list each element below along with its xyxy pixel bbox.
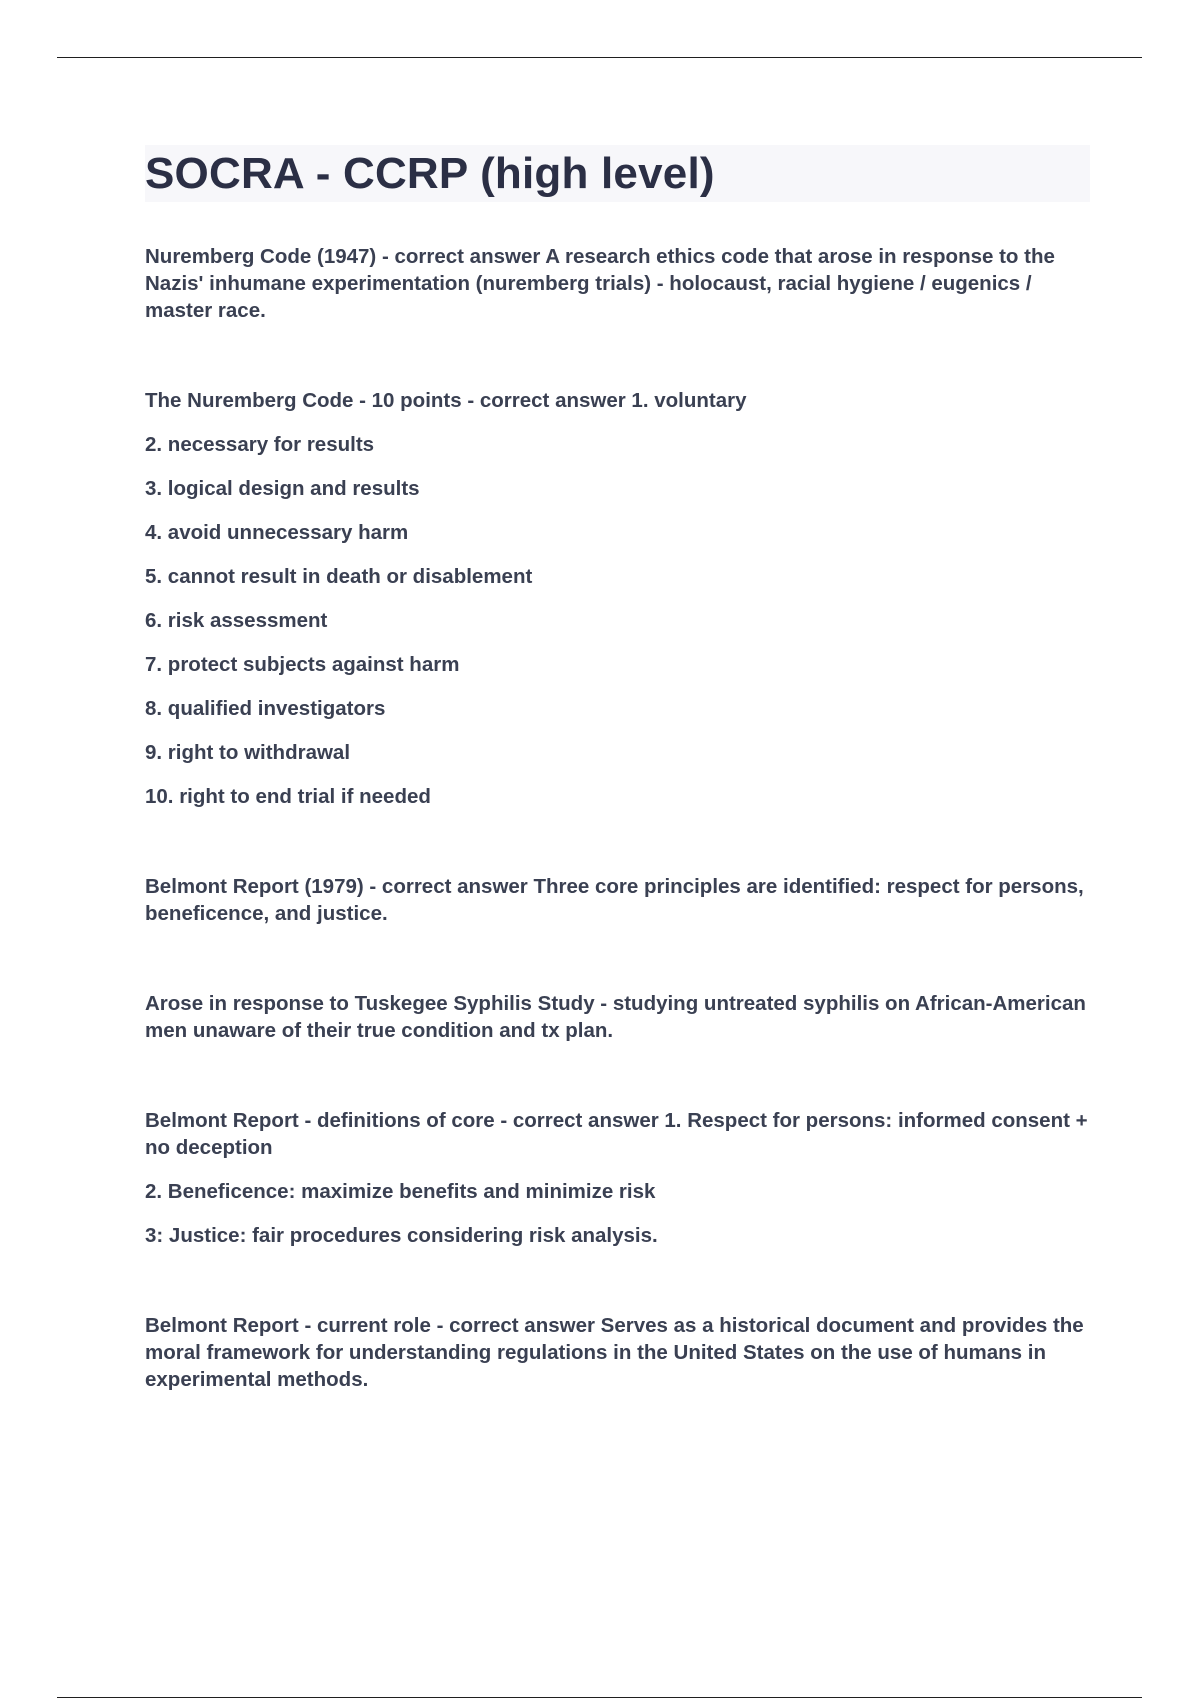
list-item: 5. cannot result in death or disablement xyxy=(145,565,533,588)
flashcard-nuremberg-code xyxy=(145,243,1090,324)
list-item: 2. Beneficence: maximize benefits and minimize risk xyxy=(145,1180,656,1203)
list-item: 3. logical design and results xyxy=(145,477,420,500)
list-item: 4. avoid unnecessary harm xyxy=(145,521,409,544)
list-item: 10. right to end trial if needed xyxy=(145,785,431,808)
flashcard-belmont-current-role xyxy=(145,1312,1090,1393)
flashcard-nuremberg-ten-points xyxy=(145,387,1090,810)
list-item: 9. right to withdrawal xyxy=(145,741,351,764)
top-divider xyxy=(57,57,1142,58)
title-banner xyxy=(145,145,1090,202)
list-item: 6. risk assessment xyxy=(145,609,328,632)
document-body xyxy=(145,145,1090,1393)
card-text: Belmont Report - definitions of core - correct answer 1. Respect for persons: informed consent + no deception xyxy=(145,1109,1088,1159)
card-text: Belmont Report (1979) - correct answer Three core principles are identified: respect for persons, beneficence, and justice. xyxy=(145,875,1084,925)
bottom-divider xyxy=(57,1697,1142,1698)
page-title: SOCRA - CCRP (high level) xyxy=(145,148,715,198)
list-item: 7. protect subjects against harm xyxy=(145,653,460,676)
flashcard-belmont-definitions xyxy=(145,1107,1090,1249)
list-item: 3: Justice: fair procedures considering risk analysis. xyxy=(145,1224,658,1247)
card-text: Arose in response to Tuskegee Syphilis Study - studying untreated syphilis on African-American men unaware of their true condition and tx plan. xyxy=(145,992,1086,1042)
card-text: Belmont Report - current role - correct answer Serves as a historical document and provides the moral framework for understanding regulations in the United States on the use of humans in experimental methods. xyxy=(145,1314,1084,1391)
list-item: 2. necessary for results xyxy=(145,433,375,456)
flashcard-belmont-report xyxy=(145,873,1090,927)
card-text: The Nuremberg Code - 10 points - correct answer 1. voluntary xyxy=(145,389,747,412)
card-text: Nuremberg Code (1947) - correct answer A research ethics code that arose in response to the Nazis' inhumane experimentation (nuremberg trials) - holocaust, racial hygiene / eugenics / master race. xyxy=(145,245,1055,322)
flashcard-tuskegee xyxy=(145,990,1090,1044)
list-item: 8. qualified investigators xyxy=(145,697,386,720)
